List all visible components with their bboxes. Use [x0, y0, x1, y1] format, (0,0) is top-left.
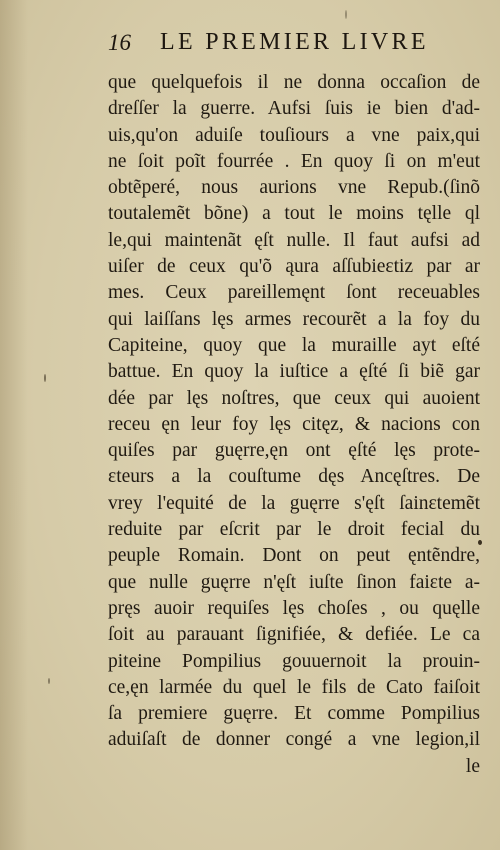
body-text — [108, 70, 480, 780]
running-title: LE PREMIER LIVRE — [160, 29, 429, 55]
text-line: reduite par eſcrit par le droit fecial du — [108, 519, 480, 541]
text-line: ne ſoit poĩt fourrée . En quoy ſi on m'eut — [108, 150, 480, 172]
text-line: peuple Romain. Dont on peut ęntẽndre, — [108, 545, 480, 567]
text-line: ɛteurs a la couſtume dęs Ancęſtres. De — [108, 466, 480, 488]
text-line: piteine Pompilius gouuernoit la prouin- — [108, 650, 480, 672]
text-line: ſa premiere guęrre. Et comme Pompilius — [108, 703, 480, 725]
text-line: vrey l'equité de la guęrre s'ęſt ſainɛtemẽt — [108, 492, 480, 514]
ink-speck — [345, 10, 347, 19]
text-line: uis,qu'on aduiſe touſiours a vne paix,qui — [108, 124, 480, 146]
text-line: pręs auoir requiſes lęs choſes , ou quęlle — [108, 597, 480, 619]
text-line: ſoit au parauant ſignifiée, & defiée. Le ca — [108, 624, 480, 646]
text-line: toutalemẽt bõne) a tout le moins tęlle ql — [108, 203, 480, 225]
page-number: 16 — [108, 30, 131, 55]
text-line: dreſſer la guerre. Aufsi ſuis ie bien d'ad- — [108, 98, 480, 120]
text-line: ce,ęn larmée du quel le fils de Cato faiſoit — [108, 676, 480, 698]
text-line: obtẽperé, nous aurions vne Repub.(ſinõ — [108, 177, 480, 199]
text-line: le,qui maintenãt ęſt nulle. Il faut aufsi ad — [108, 229, 480, 251]
ink-speck — [44, 374, 46, 382]
ink-speck — [478, 540, 482, 545]
text-line: uiſer de ceux qu'õ ąura aſſubieɛtiz par ar — [108, 256, 480, 278]
gutter-shadow — [0, 0, 28, 850]
ink-speck — [48, 678, 50, 684]
text-line: battue. En quoy la iuſtice a ęſté ſi biẽ gar — [108, 361, 480, 383]
text-line: dée par lęs noſtres, que ceux qui auoient — [108, 387, 480, 409]
text-line: receu ęn leur foy lęs citęz, & nacions con — [108, 413, 480, 435]
text-line: que nulle guęrre n'ęſt iuſte ſinon faiɛte a- — [108, 571, 480, 593]
page-header — [108, 30, 470, 60]
catchword: le — [465, 755, 480, 777]
text-line: qui laiſſans lęs armes recourẽt a la foy du — [108, 308, 480, 330]
text-line: que quelquefois il ne donna occaſion de — [108, 72, 480, 93]
text-line: mes. Ceux pareillemęnt ſont receuables — [108, 282, 480, 304]
text-line: quiſes par guęrre,ęn ont ęſté lęs prote- — [108, 440, 480, 462]
text-line: Capiteine, quoy que la muraille ayt eſté — [108, 334, 480, 356]
text-line: aduiſaſt de donner congé a vne legion,il — [108, 729, 480, 751]
